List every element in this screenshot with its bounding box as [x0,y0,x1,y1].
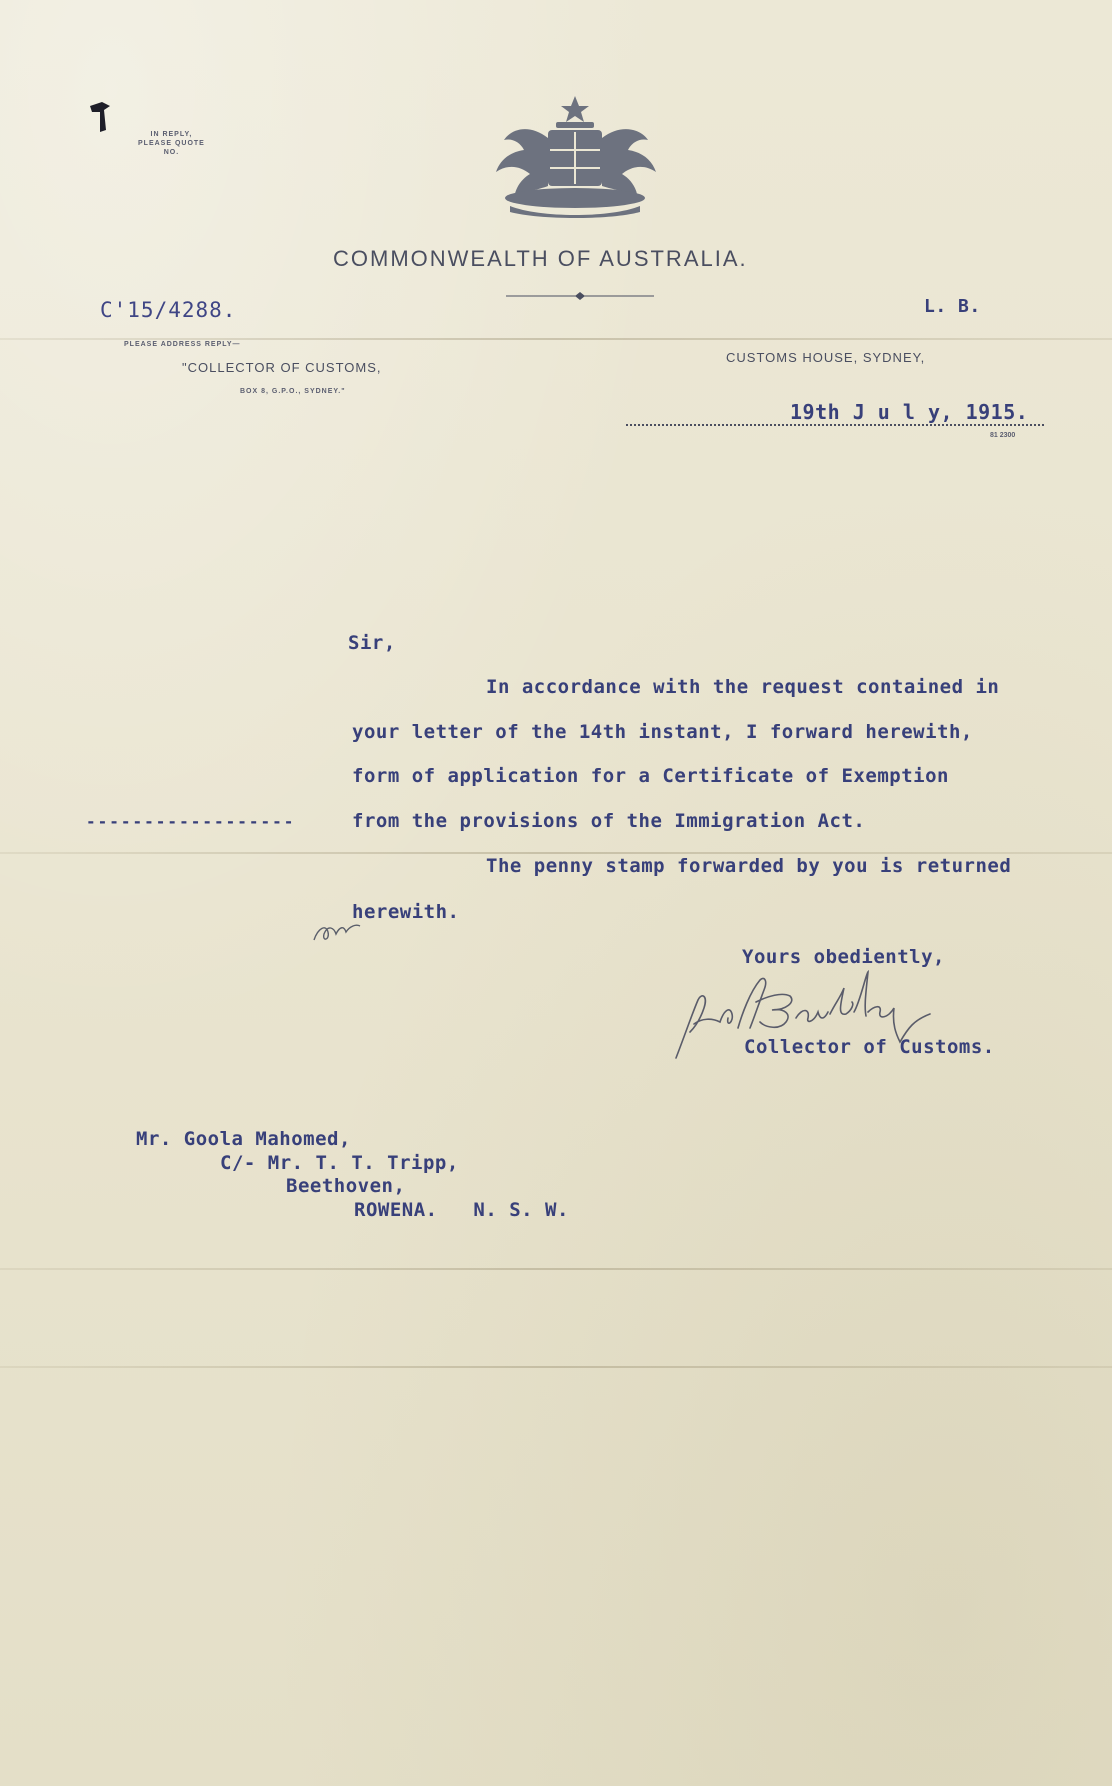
fold-crease [0,1366,1112,1368]
reply-quote-line: PLEASE QUOTE [138,140,205,147]
coat-of-arms-icon [490,94,660,218]
clerk-scribble-icon [310,914,364,946]
clerk-initials: L. B. [924,296,981,317]
reply-quote-block [138,130,205,157]
body-line: The penny stamp forwarded by you is returned [486,855,1012,877]
reference-number: C'15/4288. [100,298,237,322]
address-box: BOX 8, G.P.O., SYDNEY." [240,388,346,395]
reply-quote-line: NO. [163,149,180,156]
body-line: your letter of the 14th instant, I forward herewith, [352,721,973,743]
closing: Yours obediently, [742,946,945,968]
fold-crease [0,1268,1112,1270]
ornamental-rule [506,290,654,302]
reply-quote-line: IN REPLY, [150,131,193,138]
fold-crease [0,338,1112,340]
margin-leader: ------------------ [86,812,296,831]
letter-date: 19th J u l y, 1915. [790,400,1029,424]
body-line: herewith. [352,901,460,923]
punch-mark-icon [88,100,116,134]
date-rule [626,424,1044,426]
recipient-line: C/- Mr. T. T. Tripp, [220,1152,459,1174]
office-location: CUSTOMS HOUSE, SYDNEY, [726,350,926,365]
salutation: Sir, [348,632,396,654]
recipient-line: ROWENA. N. S. W. [354,1199,569,1221]
fold-crease [0,852,1112,854]
signatory-title: Collector of Customs. [744,1036,995,1058]
body-line: form of application for a Certificate of Exemption [352,765,949,787]
form-number: 81 2300 [990,432,1016,439]
body-line: In accordance with the request contained in [486,676,1000,698]
recipient-line: Beethoven, [286,1175,406,1197]
body-line: from the provisions of the Immigration Act. [352,810,866,832]
address-to: "COLLECTOR OF CUSTOMS, [182,360,382,375]
letterhead-title: COMMONWEALTH OF AUSTRALIA. [333,246,748,271]
recipient-line: Mr. Goola Mahomed, [136,1128,351,1150]
address-label: PLEASE ADDRESS REPLY— [124,341,241,348]
